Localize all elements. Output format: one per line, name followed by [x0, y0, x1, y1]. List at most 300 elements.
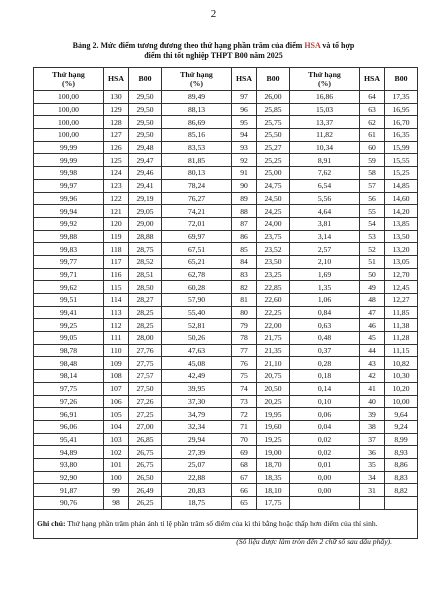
table-cell: 58 [360, 167, 385, 180]
table-row [34, 332, 418, 345]
title-highlight: HSA [304, 41, 321, 50]
table-row [34, 103, 418, 116]
note-row [34, 509, 418, 538]
table-cell: 24,00 [257, 217, 290, 230]
title-suffix: và tổ hợp [320, 41, 355, 50]
table-cell: 12,45 [385, 281, 418, 294]
table-cell: 51 [360, 255, 385, 268]
table-cell: 110 [104, 344, 129, 357]
table-cell: 29,48 [129, 141, 162, 154]
table-cell: 6,54 [290, 179, 360, 192]
table-row [34, 91, 418, 104]
table-cell: 96,91 [34, 408, 104, 421]
table-cell: 116 [104, 268, 129, 281]
table-cell: 12,70 [385, 268, 418, 281]
table-cell: 28,27 [129, 294, 162, 307]
table-cell: 28,51 [129, 268, 162, 281]
table-cell: 2,10 [290, 255, 360, 268]
table-cell: 107 [104, 382, 129, 395]
table-row [34, 484, 418, 497]
table-cell: 92 [232, 154, 257, 167]
table-cell: 0,04 [290, 420, 360, 433]
table-cell: 14,60 [385, 192, 418, 205]
table-cell: 10,00 [385, 395, 418, 408]
table-cell: 115 [104, 281, 129, 294]
table-cell: 76,27 [162, 192, 232, 205]
table-cell: 65 [232, 497, 257, 510]
table-cell: 27,00 [129, 420, 162, 433]
table-cell: 103 [104, 433, 129, 446]
table-cell: 8,99 [385, 433, 418, 446]
table-cell: 47 [360, 306, 385, 319]
table-cell: 36 [360, 446, 385, 459]
table-cell: 83 [232, 268, 257, 281]
table-cell: 27,25 [129, 408, 162, 421]
table-cell: 28,52 [129, 255, 162, 268]
table-cell: 124 [104, 167, 129, 180]
table-cell: 97,75 [34, 382, 104, 395]
table-cell: 112 [104, 319, 129, 332]
table-cell: 90,76 [34, 497, 104, 510]
header-hsa-2: HSA [232, 68, 257, 91]
table-cell: 24,25 [257, 205, 290, 218]
table-cell: 37,30 [162, 395, 232, 408]
table-cell: 98,48 [34, 357, 104, 370]
table-cell: 17,35 [385, 91, 418, 104]
table-cell: 16,35 [385, 129, 418, 142]
title-line2: điểm thi tốt nghiệp THPT B00 năm 2025 [144, 51, 283, 60]
table-cell: 99,83 [34, 243, 104, 256]
header-hsa-3: HSA [360, 68, 385, 91]
table-cell: 0,48 [290, 332, 360, 345]
table-cell: 31 [360, 484, 385, 497]
table-cell: 23,52 [257, 243, 290, 256]
table-cell: 27,50 [129, 382, 162, 395]
table-cell: 82 [232, 281, 257, 294]
table-cell: 0,01 [290, 458, 360, 471]
table-row [34, 281, 418, 294]
table-cell: 84 [232, 255, 257, 268]
table-cell: 14,85 [385, 179, 418, 192]
table-cell: 19,00 [257, 446, 290, 459]
table-cell: 75 [232, 370, 257, 383]
table-cell: 98,14 [34, 370, 104, 383]
table-cell: 29,50 [129, 116, 162, 129]
table-cell: 28,88 [129, 230, 162, 243]
score-table [33, 67, 418, 539]
table-cell: 22,85 [257, 281, 290, 294]
table-cell: 25,07 [162, 458, 232, 471]
table-cell: 55 [360, 205, 385, 218]
table-cell: 67 [232, 471, 257, 484]
table-row [34, 458, 418, 471]
table-title [40, 41, 387, 61]
table-cell: 99,88 [34, 230, 104, 243]
table-cell: 27,26 [129, 395, 162, 408]
table-cell: 100,00 [34, 91, 104, 104]
table-cell: 21,75 [257, 332, 290, 345]
table-cell: 28,25 [129, 319, 162, 332]
table-row [34, 129, 418, 142]
table-cell: 28,50 [129, 281, 162, 294]
table-cell: 29,19 [129, 192, 162, 205]
table-cell: 100,00 [34, 116, 104, 129]
table-cell: 72 [232, 408, 257, 421]
table-cell: 79 [232, 319, 257, 332]
table-cell: 62 [360, 116, 385, 129]
table-cell: 18,35 [257, 471, 290, 484]
table-cell: 27,76 [129, 344, 162, 357]
table-cell: 48 [360, 294, 385, 307]
table-cell: 87 [232, 217, 257, 230]
table-cell: 29,50 [129, 91, 162, 104]
table-cell: 99,71 [34, 268, 104, 281]
table-cell: 26,75 [129, 446, 162, 459]
table-cell: 12,27 [385, 294, 418, 307]
table-cell: 8,91 [290, 154, 360, 167]
table-cell: 52,81 [162, 319, 232, 332]
table-cell: 89,49 [162, 91, 232, 104]
table-row [34, 370, 418, 383]
table-cell: 28,00 [129, 332, 162, 345]
table-cell: 95 [232, 116, 257, 129]
table-cell: 50 [360, 268, 385, 281]
table-cell: 0,02 [290, 433, 360, 446]
table-cell: 99,97 [34, 179, 104, 192]
table-cell: 47,63 [162, 344, 232, 357]
table-cell: 91 [232, 167, 257, 180]
table-cell: 16,70 [385, 116, 418, 129]
table-cell: 121 [104, 205, 129, 218]
table-cell: 10,20 [385, 382, 418, 395]
table-cell: 20,83 [162, 484, 232, 497]
table-cell: 57 [360, 179, 385, 192]
table-cell: 9,64 [385, 408, 418, 421]
table-cell: 29,46 [129, 167, 162, 180]
table-cell: 101 [104, 458, 129, 471]
table-cell: 1,35 [290, 281, 360, 294]
table-cell: 94 [232, 129, 257, 142]
table-cell: 20,50 [257, 382, 290, 395]
table-cell: 0,84 [290, 306, 360, 319]
table-cell: 97,26 [34, 395, 104, 408]
table-cell: 98 [104, 497, 129, 510]
table-cell: 25,75 [257, 116, 290, 129]
header-rank-2: Thứ hạng (%) [162, 68, 232, 91]
table-row [34, 382, 418, 395]
table-cell: 92,90 [34, 471, 104, 484]
table-cell: 96,06 [34, 420, 104, 433]
table-cell: 91,87 [34, 484, 104, 497]
table-cell: 52 [360, 243, 385, 256]
table-cell: 8,82 [385, 484, 418, 497]
table-cell: 18,75 [162, 497, 232, 510]
table-cell: 29,94 [162, 433, 232, 446]
table-row [34, 192, 418, 205]
table-cell: 19,95 [257, 408, 290, 421]
table-cell: 0,10 [290, 395, 360, 408]
table-cell: 40 [360, 395, 385, 408]
table-cell: 99,25 [34, 319, 104, 332]
table-cell: 7,62 [290, 167, 360, 180]
note-cell [34, 509, 418, 538]
table-cell: 99,98 [34, 167, 104, 180]
table-row [34, 268, 418, 281]
table-cell: 81 [232, 294, 257, 307]
table-cell: 27,75 [129, 357, 162, 370]
table-cell: 0,28 [290, 357, 360, 370]
table-cell: 70 [232, 433, 257, 446]
table-cell: 13,50 [385, 230, 418, 243]
table-row [34, 433, 418, 446]
table-cell: 11,28 [385, 332, 418, 345]
table-cell: 10,34 [290, 141, 360, 154]
table-cell: 8,86 [385, 458, 418, 471]
table-row [34, 205, 418, 218]
table-cell: 10,82 [385, 357, 418, 370]
table-cell: 11,15 [385, 344, 418, 357]
table-cell: 17,75 [257, 497, 290, 510]
table-cell: 29,41 [129, 179, 162, 192]
table-cell: 14,20 [385, 205, 418, 218]
table-cell: 15,55 [385, 154, 418, 167]
table-cell [385, 497, 418, 510]
table-cell: 128 [104, 116, 129, 129]
table-cell: 99,51 [34, 294, 104, 307]
table-cell: 24,75 [257, 179, 290, 192]
table-cell: 26,49 [129, 484, 162, 497]
table-cell: 57,90 [162, 294, 232, 307]
table-cell: 26,85 [129, 433, 162, 446]
table-cell: 43 [360, 357, 385, 370]
header-b00-2: B00 [257, 68, 290, 91]
table-cell: 19,25 [257, 433, 290, 446]
table-cell: 105 [104, 408, 129, 421]
table-cell: 26,25 [129, 497, 162, 510]
score-table-container [33, 67, 410, 539]
table-cell: 16,95 [385, 103, 418, 116]
table-row [34, 294, 418, 307]
table-cell: 63 [360, 103, 385, 116]
table-cell: 23,25 [257, 268, 290, 281]
table-cell: 99,99 [34, 141, 104, 154]
table-cell: 99,41 [34, 306, 104, 319]
table-cell: 99,62 [34, 281, 104, 294]
table-cell: 2,57 [290, 243, 360, 256]
table-cell: 22,25 [257, 306, 290, 319]
table-cell: 27,39 [162, 446, 232, 459]
table-cell: 10,30 [385, 370, 418, 383]
table-cell: 104 [104, 420, 129, 433]
table-cell: 86,69 [162, 116, 232, 129]
table-cell: 32,34 [162, 420, 232, 433]
table-cell: 25,27 [257, 141, 290, 154]
table-row [34, 471, 418, 484]
table-cell: 99 [104, 484, 129, 497]
table-cell: 77 [232, 344, 257, 357]
table-row [34, 141, 418, 154]
table-cell: 22,60 [257, 294, 290, 307]
table-cell: 86 [232, 230, 257, 243]
table-cell: 15,99 [385, 141, 418, 154]
table-cell: 23,50 [257, 255, 290, 268]
table-cell: 93 [232, 141, 257, 154]
table-cell: 45,08 [162, 357, 232, 370]
table-cell [360, 497, 385, 510]
table-cell: 111 [104, 332, 129, 345]
table-cell: 119 [104, 230, 129, 243]
table-cell: 46 [360, 319, 385, 332]
table-cell: 25,00 [257, 167, 290, 180]
table-row [34, 319, 418, 332]
table-cell: 39,95 [162, 382, 232, 395]
table-cell: 16,86 [290, 91, 360, 104]
table-cell: 100,00 [34, 129, 104, 142]
table-cell: 78 [232, 332, 257, 345]
table-cell: 54 [360, 217, 385, 230]
table-cell: 21,35 [257, 344, 290, 357]
table-cell: 106 [104, 395, 129, 408]
table-cell: 80,13 [162, 167, 232, 180]
table-cell: 123 [104, 179, 129, 192]
table-cell: 35 [360, 458, 385, 471]
header-hsa-1: HSA [104, 68, 129, 91]
table-cell: 20,75 [257, 370, 290, 383]
table-cell: 18,70 [257, 458, 290, 471]
table-cell: 69 [232, 446, 257, 459]
table-cell: 13,85 [385, 217, 418, 230]
table-cell: 67,51 [162, 243, 232, 256]
table-cell: 0,63 [290, 319, 360, 332]
table-row [34, 179, 418, 192]
table-row [34, 446, 418, 459]
table-cell: 126 [104, 141, 129, 154]
table-cell: 100,00 [34, 103, 104, 116]
table-cell: 22,88 [162, 471, 232, 484]
table-cell: 81,85 [162, 154, 232, 167]
table-cell: 102 [104, 446, 129, 459]
table-cell: 50,26 [162, 332, 232, 345]
table-cell: 85,16 [162, 129, 232, 142]
table-cell: 97 [232, 91, 257, 104]
table-cell: 60 [360, 141, 385, 154]
table-row [34, 420, 418, 433]
table-cell: 42 [360, 370, 385, 383]
table-cell: 0,18 [290, 370, 360, 383]
table-cell: 49 [360, 281, 385, 294]
table-cell: 120 [104, 217, 129, 230]
table-cell: 125 [104, 154, 129, 167]
table-cell: 59 [360, 154, 385, 167]
table-cell: 13,20 [385, 243, 418, 256]
table-cell: 61 [360, 129, 385, 142]
table-cell: 15,03 [290, 103, 360, 116]
table-cell: 0,00 [290, 471, 360, 484]
table-cell: 96 [232, 103, 257, 116]
table-cell: 55,40 [162, 306, 232, 319]
table-cell: 19,60 [257, 420, 290, 433]
table-cell: 41 [360, 382, 385, 395]
table-cell: 65,21 [162, 255, 232, 268]
table-cell: 8,83 [385, 471, 418, 484]
table-cell: 29,50 [129, 129, 162, 142]
table-cell [290, 497, 360, 510]
table-row [34, 243, 418, 256]
table-cell: 88 [232, 205, 257, 218]
table-cell: 0,14 [290, 382, 360, 395]
table-cell: 1,69 [290, 268, 360, 281]
table-cell: 25,50 [257, 129, 290, 142]
table-cell: 88,13 [162, 103, 232, 116]
table-cell: 1,06 [290, 294, 360, 307]
table-cell: 29,47 [129, 154, 162, 167]
table-cell: 0,02 [290, 446, 360, 459]
table-cell: 76 [232, 357, 257, 370]
header-rank-3: Thứ hạng (%) [290, 68, 360, 91]
table-cell: 99,96 [34, 192, 104, 205]
table-cell: 64 [360, 91, 385, 104]
page-number: 2 [210, 8, 217, 20]
header-b00-1: B00 [129, 68, 162, 91]
table-cell: 113 [104, 306, 129, 319]
table-row [34, 230, 418, 243]
table-cell: 85 [232, 243, 257, 256]
table-row [34, 395, 418, 408]
table-cell: 29,50 [129, 103, 162, 116]
table-cell: 71 [232, 420, 257, 433]
table-cell: 129 [104, 103, 129, 116]
table-cell: 3,14 [290, 230, 360, 243]
table-cell: 37 [360, 433, 385, 446]
table-body [34, 91, 418, 510]
table-cell: 130 [104, 91, 129, 104]
table-cell: 24,50 [257, 192, 290, 205]
table-cell: 83,53 [162, 141, 232, 154]
table-row [34, 167, 418, 180]
table-cell: 69,97 [162, 230, 232, 243]
table-cell: 127 [104, 129, 129, 142]
table-row [34, 357, 418, 370]
table-row [34, 306, 418, 319]
table-cell: 5,56 [290, 192, 360, 205]
table-cell: 34,79 [162, 408, 232, 421]
table-row [34, 408, 418, 421]
table-cell: 72,01 [162, 217, 232, 230]
table-row [34, 255, 418, 268]
table-row [34, 217, 418, 230]
table-cell: 68 [232, 458, 257, 471]
table-cell: 9,24 [385, 420, 418, 433]
table-cell: 34 [360, 471, 385, 484]
table-cell: 73 [232, 395, 257, 408]
table-cell: 39 [360, 408, 385, 421]
table-cell: 0,37 [290, 344, 360, 357]
table-cell: 25,85 [257, 103, 290, 116]
table-cell: 11,85 [385, 306, 418, 319]
table-cell: 80 [232, 306, 257, 319]
table-cell: 74,21 [162, 205, 232, 218]
table-cell: 26,00 [257, 91, 290, 104]
table-cell: 99,05 [34, 332, 104, 345]
table-cell: 0,00 [290, 484, 360, 497]
table-cell: 42,49 [162, 370, 232, 383]
table-cell: 45 [360, 332, 385, 345]
title-prefix: Bảng 2. Mức điểm tương đương theo thứ hạng phần trăm của điểm [72, 41, 305, 50]
table-cell: 98,78 [34, 344, 104, 357]
note-text: Thứ hạng phần trăm phản ánh tỉ lệ phần trăm số điểm của kì thi bằng hoặc thấp hơn điểm của thí sinh. [65, 518, 378, 528]
table-cell: 29,00 [129, 217, 162, 230]
table-cell: 3,81 [290, 217, 360, 230]
